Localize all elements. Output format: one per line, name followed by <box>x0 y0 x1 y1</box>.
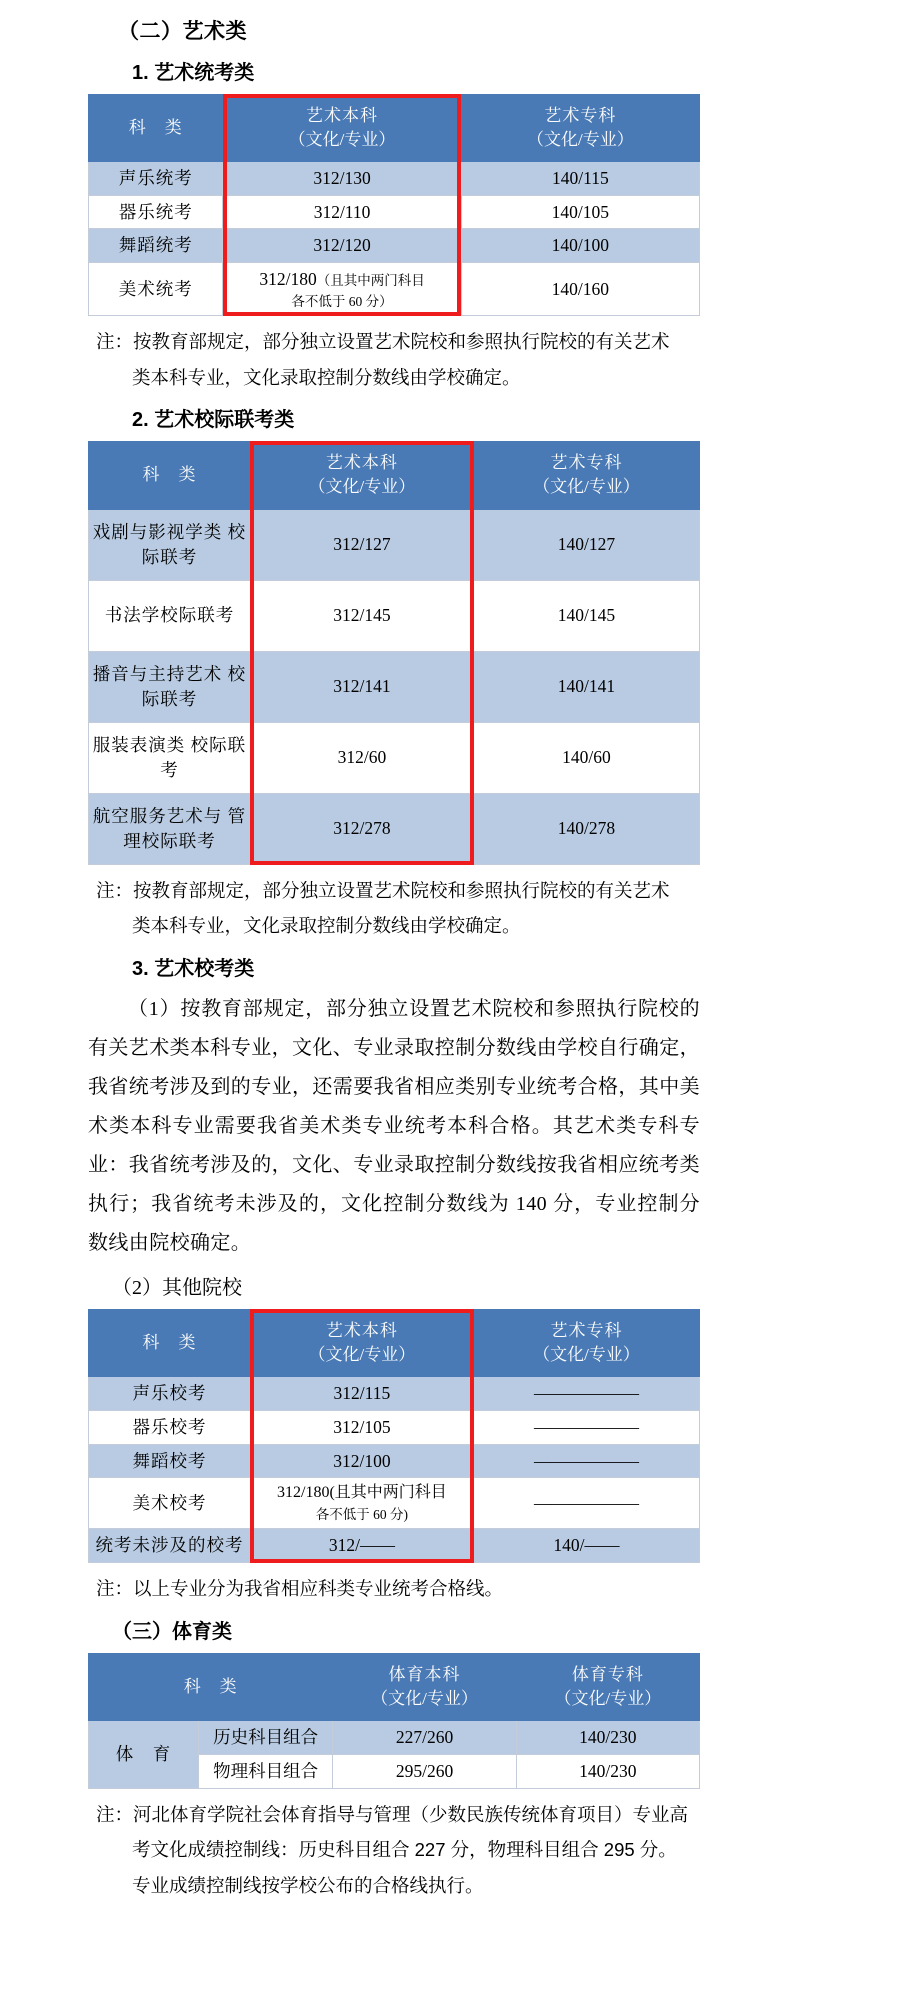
header-category: 科 类 <box>89 442 251 509</box>
header-junior-college-line2: （文化/专业） <box>554 1688 662 1708</box>
cell-undergraduate-score: 312/115 <box>250 1376 473 1410</box>
cell-undergraduate-score: 312/141 <box>250 651 473 722</box>
cell-undergraduate-score: 312/278 <box>250 793 473 864</box>
cell-undergraduate-score: 312/145 <box>250 580 473 651</box>
table-row <box>89 1410 700 1444</box>
note-art-joint <box>96 873 700 944</box>
table-row <box>89 509 700 580</box>
table-row <box>89 1720 700 1754</box>
cell-undergraduate-score: 312/105 <box>250 1410 473 1444</box>
table-art-unified <box>88 94 700 317</box>
table-row <box>89 195 700 229</box>
cell-category <box>89 722 251 793</box>
score-value: 312/180 <box>259 269 317 290</box>
cell-undergraduate-score <box>250 1478 473 1529</box>
cell-junior-score: —————— <box>473 1444 699 1478</box>
cell-undergraduate-score: 312/100 <box>250 1444 473 1478</box>
score-line1: 312/180(且其中两门科目 <box>277 1484 447 1502</box>
cell-undergraduate-score: 312/—— <box>250 1529 473 1563</box>
header-undergraduate-line1: 艺术本科 <box>325 453 398 473</box>
cell-subject: 物理科目组合 <box>198 1754 332 1788</box>
header-junior-college <box>473 442 699 509</box>
cell-junior-score: 140/145 <box>473 580 699 651</box>
table-row <box>89 1444 700 1478</box>
score-condition-line2: 各不低于 60 分） <box>291 294 393 310</box>
table-row <box>89 1376 700 1410</box>
cell-junior-score: —————— <box>473 1410 699 1444</box>
category-line2: 管理校际联考 <box>123 805 247 851</box>
cell-undergraduate-score: 312/110 <box>223 195 461 229</box>
cell-undergraduate-score: 295/260 <box>333 1754 516 1788</box>
header-undergraduate-line1: 艺术本科 <box>325 1320 398 1340</box>
table-header-row <box>89 94 700 161</box>
note-line: 注：河北体育学院社会体育指导与管理（少数民族传统体育项目）专业高 <box>96 1803 689 1825</box>
cell-undergraduate-score: 312/130 <box>223 161 461 195</box>
table-row <box>89 1529 700 1563</box>
header-category: 科 类 <box>89 1653 333 1720</box>
header-junior-college-line1: 艺术专科 <box>544 105 617 125</box>
cell-undergraduate-score: 312/60 <box>250 722 473 793</box>
header-junior-college-line2: （文化/专业） <box>533 477 640 497</box>
paragraph-art-school-1: （1）按教育部规定，部分独立设置艺术院校和参照执行院校的有关艺术类本科专业，文化、专业录取控制分数线由学校自行确定，我省统考涉及到的专业，还需要我省相应类别专业统考合格，其中美术类本科专业需要我省美术类专业统考本科合格。其艺术类专科专业：我省统考涉及的，文化、专业录取控制分数线按我省相应统考类执行；我省统考未涉及的，文化控制分数线为 140 分，专业控制分数线由院校确定。 <box>88 997 700 1254</box>
category-line2: 校际联考 <box>160 734 247 780</box>
header-undergraduate-line2: （文化/专业） <box>308 477 416 497</box>
header-junior-college <box>473 1309 699 1376</box>
cell-category: 声乐统考 <box>89 161 223 195</box>
header-undergraduate-line2: （文化/专业） <box>288 129 396 149</box>
cell-group-label: 体 育 <box>89 1720 199 1788</box>
cell-junior-score: 140/160 <box>461 263 699 316</box>
cell-junior-score: 140/100 <box>461 229 699 263</box>
header-undergraduate <box>250 442 473 509</box>
note-line: 类本科专业，文化录取控制分数线由学校确定。 <box>132 366 521 388</box>
table-header-row <box>89 1309 700 1376</box>
table-row <box>89 580 700 651</box>
table-wrapper-art-joint <box>88 441 700 864</box>
header-junior-college-line1: 艺术专科 <box>550 453 623 473</box>
note-art-unified <box>96 324 700 395</box>
heading-sports: （三）体育类 <box>112 1620 232 1643</box>
cell-junior-score: 140/—— <box>473 1529 699 1563</box>
category-line2: 校际联考 <box>141 521 247 567</box>
score-line <box>225 267 458 292</box>
table-row <box>89 793 700 864</box>
table-row <box>89 1478 700 1529</box>
table-sports <box>88 1653 700 1789</box>
header-undergraduate <box>223 94 461 161</box>
cell-junior-score: —————— <box>473 1376 699 1410</box>
note-sports <box>96 1797 700 1904</box>
note-line: 注：以上专业分为我省相应科类专业统考合格线。 <box>96 1578 504 1600</box>
cell-category <box>89 793 251 864</box>
cell-junior-score: 140/115 <box>461 161 699 195</box>
table-row <box>89 263 700 316</box>
cell-category <box>89 580 251 651</box>
cell-category <box>89 509 251 580</box>
table-row <box>89 722 700 793</box>
table-header-row <box>89 1653 700 1720</box>
table-wrapper-art-unified <box>88 94 700 317</box>
cell-category: 声乐校考 <box>89 1376 251 1410</box>
category-line2: 校际联考 <box>141 663 247 709</box>
cell-undergraduate-score <box>223 263 461 316</box>
table-wrapper-art-school <box>88 1309 700 1564</box>
category-line1: 书法学校际联考 <box>104 605 235 626</box>
header-undergraduate-line2: （文化/专业） <box>308 1344 416 1364</box>
cell-category: 器乐校考 <box>89 1410 251 1444</box>
header-undergraduate-line2: （文化/专业） <box>371 1688 478 1708</box>
heading-art-joint: 2. 艺术校际联考类 <box>132 409 295 432</box>
cell-category <box>89 651 251 722</box>
note-line: 考文化成绩控制线：历史科目组合 227 分，物理科目组合 295 分。 <box>132 1839 677 1861</box>
cell-undergraduate-score: 312/120 <box>223 229 461 263</box>
score-condition-line1: （且其中两门科目 <box>316 273 425 289</box>
header-undergraduate <box>333 1653 516 1720</box>
category-line1: 播音与主持艺术 <box>92 663 223 684</box>
note-art-school <box>96 1571 700 1607</box>
header-junior-college-line2: （文化/专业） <box>533 1344 640 1364</box>
cell-junior-score: 140/278 <box>473 793 699 864</box>
header-junior-college-line1: 艺术专科 <box>550 1320 623 1340</box>
cell-category: 舞蹈统考 <box>89 229 223 263</box>
cell-category: 美术统考 <box>89 263 223 316</box>
cell-junior-score: 140/230 <box>516 1754 699 1788</box>
header-undergraduate <box>250 1309 473 1376</box>
cell-junior-score: —————— <box>473 1478 699 1529</box>
score-line2: 各不低于 60 分) <box>315 1507 409 1523</box>
heading-art-unified: 1. 艺术统考类 <box>132 61 255 84</box>
note-line: 类本科专业，文化录取控制分数线由学校确定。 <box>132 915 521 937</box>
header-undergraduate-line1: 体育本科 <box>388 1664 461 1684</box>
category-line1: 戏剧与影视学类 <box>92 521 223 542</box>
heading-other-colleges: （2）其他院校 <box>112 1276 242 1299</box>
note-line: 专业成绩控制线按学校公布的合格线执行。 <box>132 1874 484 1896</box>
cell-undergraduate-score: 312/127 <box>250 509 473 580</box>
table-art-joint <box>88 441 700 864</box>
cell-undergraduate-score: 227/260 <box>333 1720 516 1754</box>
heading-art-school: 3. 艺术校考类 <box>132 957 255 980</box>
cell-junior-score: 140/230 <box>516 1720 699 1754</box>
cell-category: 舞蹈校考 <box>89 1444 251 1478</box>
note-line: 注：按教育部规定，部分独立设置艺术院校和参照执行院校的有关艺术 <box>96 331 670 353</box>
page-title: （二）艺术类 <box>118 20 247 43</box>
table-row <box>89 229 700 263</box>
table-row <box>89 161 700 195</box>
cell-category: 统考未涉及的校考 <box>89 1529 251 1563</box>
cell-junior-score: 140/60 <box>473 722 699 793</box>
cell-category: 美术校考 <box>89 1478 251 1529</box>
category-line1: 航空服务艺术与 <box>92 805 223 826</box>
note-line: 注：按教育部规定，部分独立设置艺术院校和参照执行院校的有关艺术 <box>96 879 670 901</box>
category-line1: 服装表演类 <box>92 734 186 755</box>
header-undergraduate-line1: 艺术本科 <box>306 105 379 125</box>
table-art-school <box>88 1309 700 1564</box>
table-row <box>89 651 700 722</box>
cell-junior-score: 140/105 <box>461 195 699 229</box>
header-category: 科 类 <box>89 1309 251 1376</box>
cell-subject: 历史科目组合 <box>198 1720 332 1754</box>
cell-category: 器乐统考 <box>89 195 223 229</box>
header-junior-college-line1: 体育专科 <box>571 1664 644 1684</box>
header-category: 科 类 <box>89 94 223 161</box>
table-wrapper-sports <box>88 1653 700 1789</box>
header-junior-college-line2: （文化/专业） <box>526 129 634 149</box>
header-junior-college <box>516 1653 699 1720</box>
cell-junior-score: 140/127 <box>473 509 699 580</box>
header-junior-college <box>461 94 699 161</box>
cell-junior-score: 140/141 <box>473 651 699 722</box>
table-header-row <box>89 442 700 509</box>
